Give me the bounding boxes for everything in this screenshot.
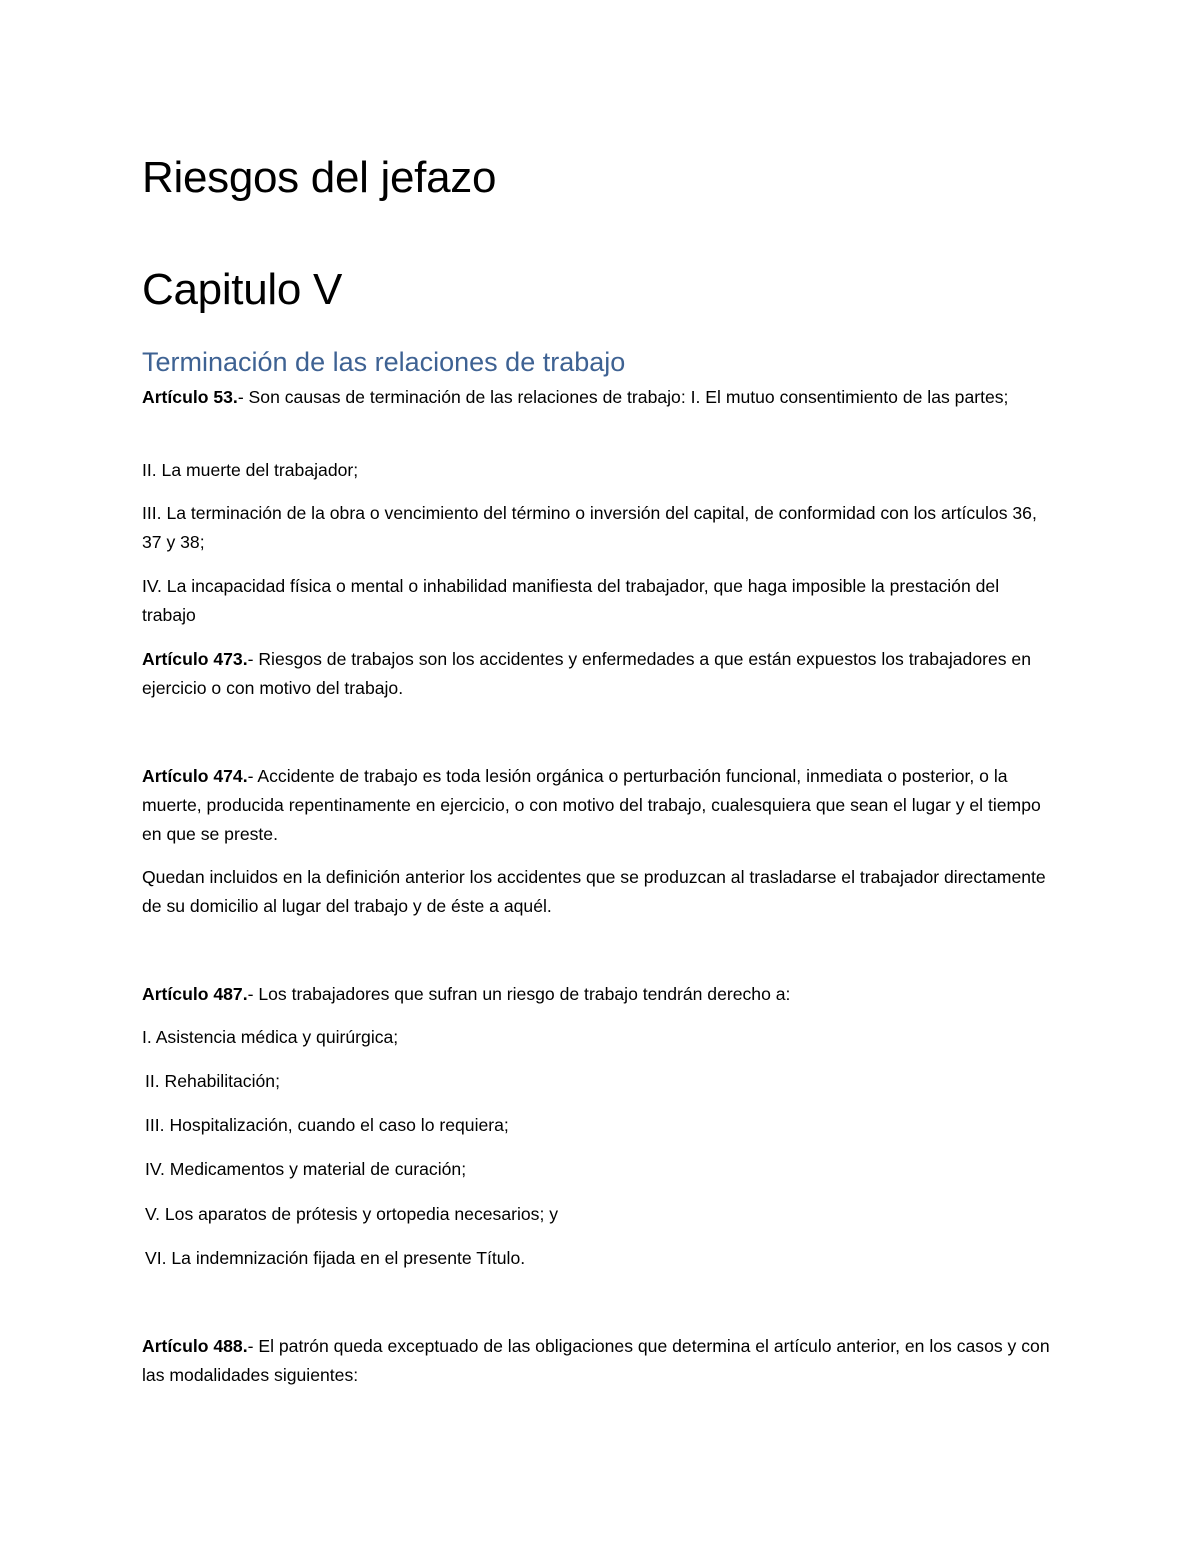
list-item-iv — [142, 572, 1057, 630]
list-item-ii — [142, 456, 1057, 485]
list-item-v — [145, 1200, 1060, 1229]
paragraph-text: III. Hospitalización, cuando el caso lo requiera; — [145, 1115, 509, 1135]
paragraph-text: II. La muerte del trabajador; — [142, 460, 359, 480]
paragraph-text: III. La terminación de la obra o vencimiento del término o inversión del capital, de conformidad con los artículos 36, 37 y 38; — [142, 503, 1037, 552]
article-label: Artículo 474. — [142, 766, 248, 786]
list-item-iii — [142, 499, 1057, 557]
article-label: Artículo 53. — [142, 387, 238, 407]
paragraph-text: - El patrón queda exceptuado de las obligaciones que determina el artículo anterior, en los casos y con las modalidades siguientes: — [142, 1336, 1050, 1385]
paragraph-text: II. Rehabilitación; — [145, 1071, 280, 1091]
paragraph-text: - Accidente de trabajo es toda lesión orgánica o perturbación funcional, inmediata o posterior, o la muerte, producida repentinamente en ejercicio, o con motivo del trabajo, cualesquiera que sean el lugar y el tiempo en que se preste. — [142, 766, 1041, 844]
paragraph-text: VI. La indemnización fijada en el presente Título. — [145, 1248, 526, 1268]
paragraph-text: - Son causas de terminación de las relaciones de trabajo: I. El mutuo consentimiento de las partes; — [237, 387, 1009, 407]
paragraph-text: IV. La incapacidad física o mental o inhabilidad manifiesta del trabajador, que haga imposible la prestación del trabajo — [142, 576, 1000, 625]
paragraph-text: - Los trabajadores que sufran un riesgo de trabajo tendrán derecho a: — [247, 984, 791, 1004]
paragraph-text: V. Los aparatos de prótesis y ortopedia necesarios; y — [145, 1204, 559, 1224]
list-item-i — [142, 1023, 1057, 1052]
document-title: Riesgos del jefazo — [142, 153, 497, 202]
article-488-paragraph — [142, 1332, 1057, 1390]
list-item-ii — [145, 1067, 1060, 1096]
article-473-paragraph — [142, 645, 1057, 703]
article-53-paragraph — [142, 383, 1057, 412]
paragraph-text: IV. Medicamentos y material de curación; — [145, 1159, 467, 1179]
paragraph-text: Quedan incluidos en la definición anterior los accidentes que se produzcan al trasladarse el trabajador directamente de su domicilio al lugar del trabajo y de éste a aquél. — [142, 867, 1046, 916]
article-474-paragraph — [142, 762, 1057, 849]
paragraph-text: - Riesgos de trabajos son los accidentes y enfermedades a que están expuestos los trabajadores en ejercicio o con motivo del trabajo. — [142, 649, 1032, 698]
section-heading: Terminación de las relaciones de trabajo — [142, 347, 626, 377]
list-item-vi — [145, 1244, 1060, 1273]
article-label: Artículo 473. — [142, 649, 248, 669]
list-item-iii — [145, 1111, 1060, 1140]
chapter-heading: Capitulo V — [142, 265, 343, 314]
definition-paragraph — [142, 863, 1057, 921]
list-item-iv — [145, 1155, 1060, 1184]
article-label: Artículo 488. — [142, 1336, 248, 1356]
article-487-paragraph — [142, 980, 1057, 1009]
paragraph-text: I. Asistencia médica y quirúrgica; — [142, 1027, 399, 1047]
article-label: Artículo 487. — [142, 984, 248, 1004]
